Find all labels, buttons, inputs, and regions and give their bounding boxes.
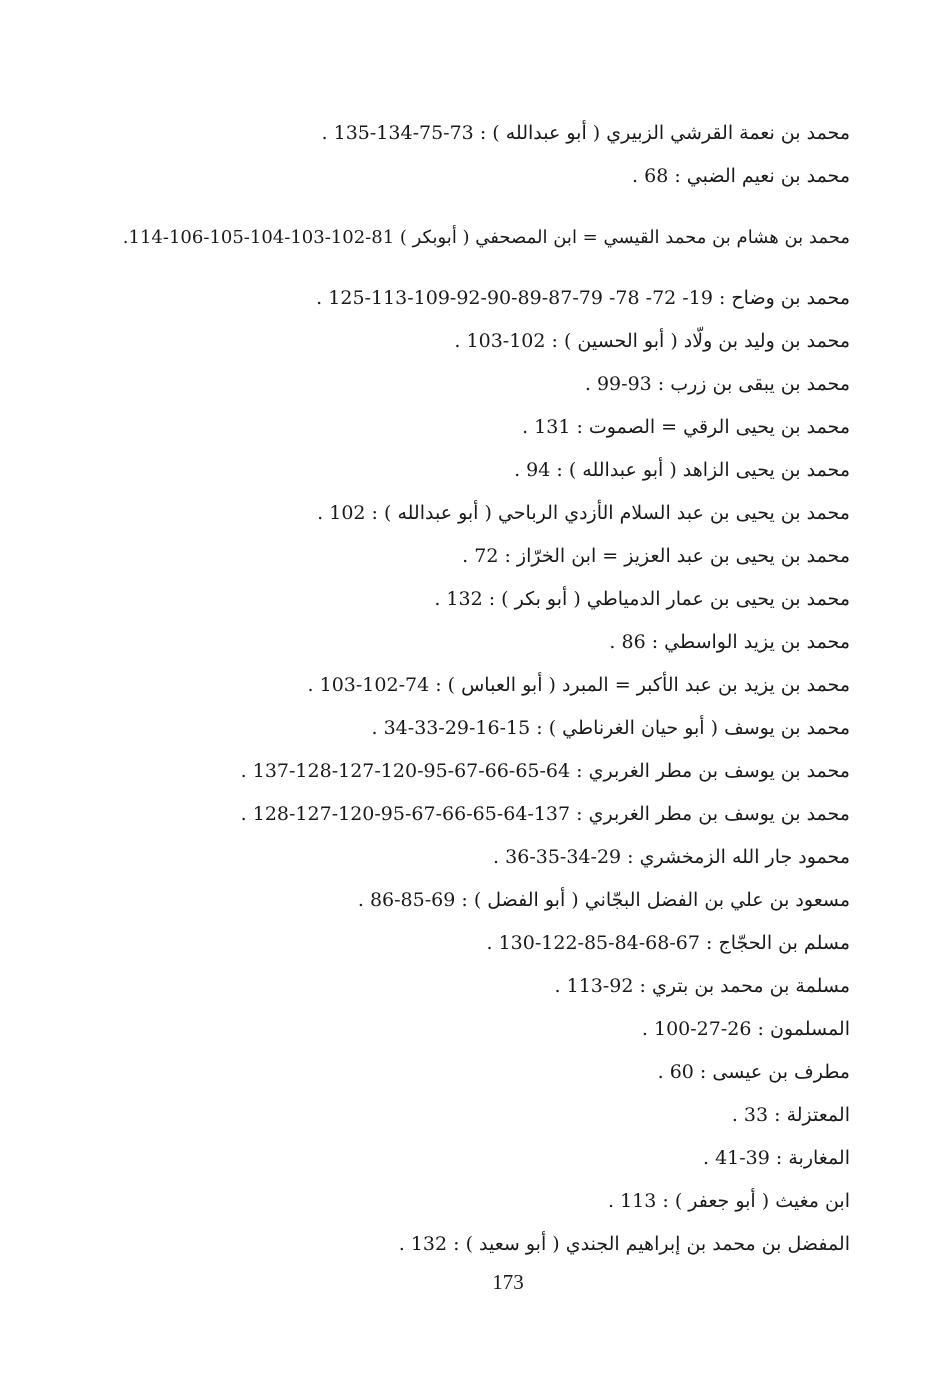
index-entry: محمد بن يوسف بن مطر الغربري : 137-64-65-66-67-95-120-127-128 . bbox=[240, 803, 850, 825]
index-entry: محمد بن نعيم الضبي : 68 . bbox=[632, 165, 850, 187]
index-entry: ابن مغيث ( أبو جعفر ) : 113 . bbox=[607, 1190, 850, 1212]
index-entry: محمد بن يحيى بن عبد العزيز = ابن الخرّاز : 72 . bbox=[462, 545, 850, 567]
index-entry: محمد بن يوسف ( أبو حيان الغرناطي ) : 15-16-29-33-34 . bbox=[371, 717, 850, 739]
index-entry: محمد بن يزيد بن عبد الأكبر = المبرد ( أبو العباس ) : 74-102-103 . bbox=[307, 674, 850, 696]
index-entry: محمد بن يحيى بن عمار الدمياطي ( أبو بكر ) : 132 . bbox=[434, 588, 850, 610]
index-entry: المعتزلة : 33 . bbox=[731, 1104, 850, 1126]
index-entry: محمد بن يبقى بن زرب : 93-99 . bbox=[584, 373, 850, 395]
index-entry: محمد بن يحيى بن عبد السلام الأزدي الرباحي ( أبو عبدالله ) : 102 . bbox=[317, 502, 850, 524]
index-entry: مطرف بن عيسى : 60 . bbox=[657, 1061, 850, 1083]
index-entry: المغاربة : 39-41 . bbox=[702, 1147, 850, 1169]
index-entry: مسعود بن علي بن الفضل البجّاني ( أبو الفضل ) : 69-85-86 . bbox=[357, 889, 850, 911]
index-entry: محمد بن يحيى الزاهد ( أبو عبدالله ) : 94 . bbox=[514, 459, 850, 481]
index-entry: محمد بن يوسف بن مطر الغربري : 64-65-66-67-95-120-127-128-137 . bbox=[240, 760, 850, 782]
index-entry: محمود جار الله الزمخشري : 29-34-35-36 . bbox=[493, 846, 850, 868]
index-entry: محمد بن يحيى الرقي = الصموت : 131 . bbox=[522, 416, 850, 438]
page-number: 173 bbox=[492, 1270, 524, 1294]
index-entry: محمد بن نعمة القرشي الزبيري ( أبو عبدالله ) : 73-75-134-135 . bbox=[321, 122, 850, 144]
index-entry: محمد بن وليد بن ولّاد ( أبو الحسين ) : 102-103 . bbox=[454, 330, 850, 352]
index-entry: محمد بن هشام بن محمد القيسي = ابن المصحفي ( أبوبكر ) 81-102-103-104-105-106-114. bbox=[122, 227, 850, 248]
index-entry: مسلم بن الحجّاج : 67-68-84-85-122-130 . bbox=[486, 932, 850, 954]
index-entries bbox=[122, 112, 850, 1266]
index-entry: محمد بن يزيد الواسطي : 86 . bbox=[609, 631, 850, 653]
index-entry: محمد بن وضاح : 19- 72- 78- 79-87-89-90-92-109-113-125 . bbox=[316, 287, 850, 309]
index-entry: المسلمون : 26-27-100 . bbox=[641, 1018, 850, 1040]
index-entry: المفضل بن محمد بن إبراهيم الجندي ( أبو سعيد ) : 132 . bbox=[398, 1233, 850, 1255]
index-entry: مسلمة بن محمد بن بتري : 92-113 . bbox=[554, 975, 850, 997]
